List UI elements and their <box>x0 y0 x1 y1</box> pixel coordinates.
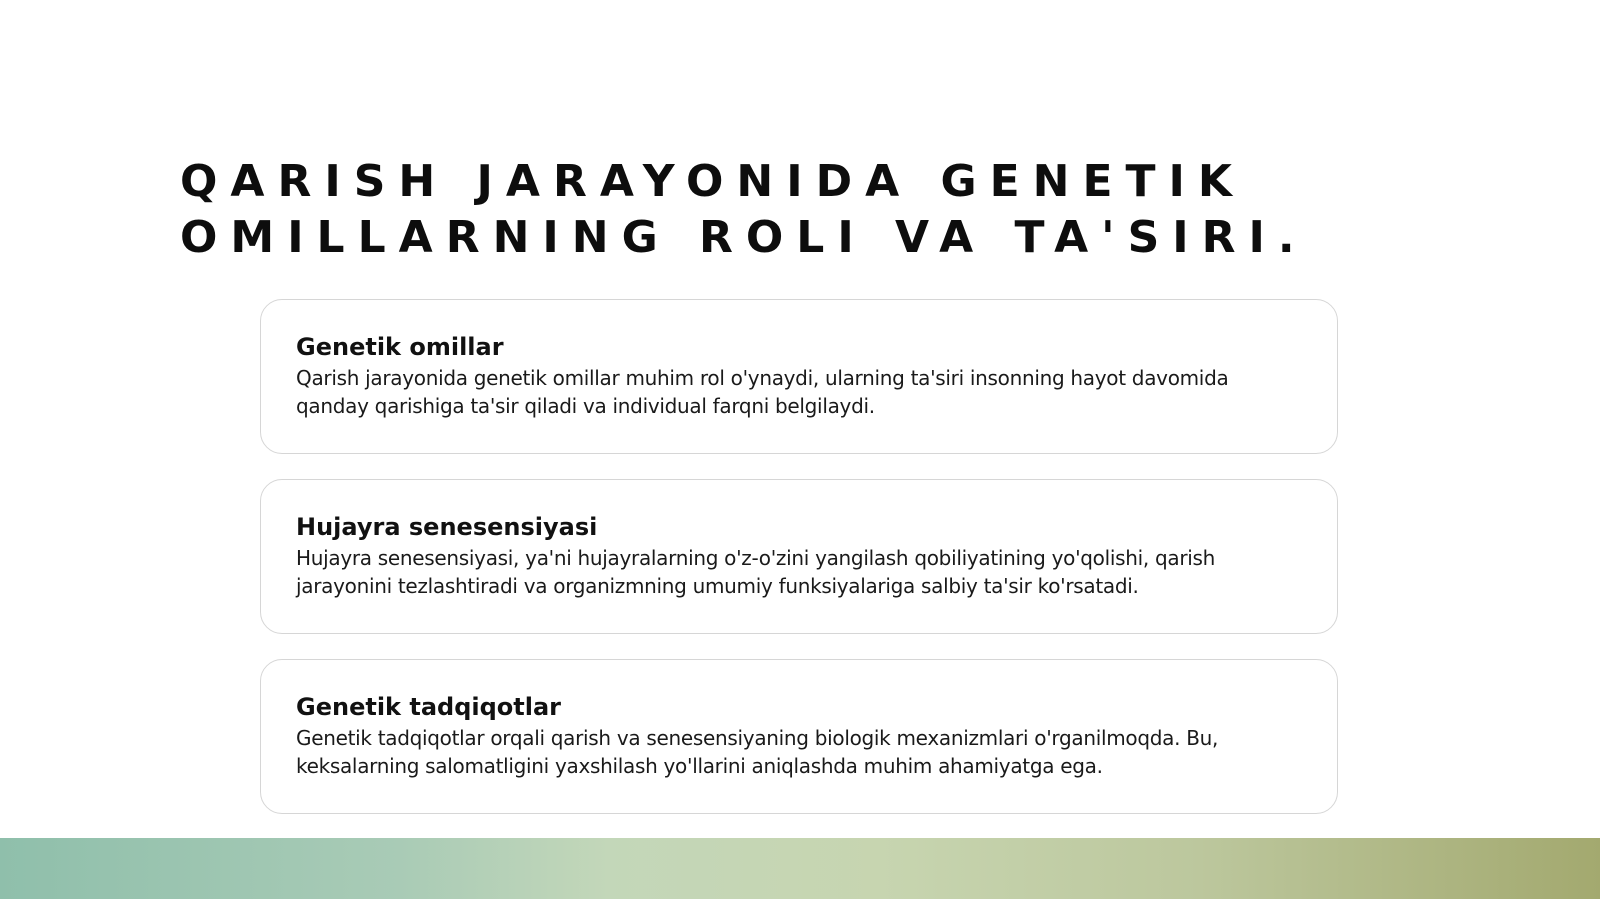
card-heading: Hujayra senesensiyasi <box>296 513 598 541</box>
card-heading: Genetik omillar <box>296 333 504 361</box>
slide-title-line-2: OMILLARNING ROLI VA TA'SIRI. <box>180 212 1308 263</box>
info-card-genetic-research <box>260 659 1338 814</box>
info-card-genetic-factors <box>260 299 1338 454</box>
slide-title <box>180 154 1480 266</box>
card-text: Hujayra senesensiyasi, ya'ni hujayralarning o'z-o'zini yangilash qobiliyatining yo'qolishi, qarish jarayonini tezlashtiradi va organizmning umumiy funksiyalariga salbiy ta'sir ko'rsatadi. <box>296 546 1216 598</box>
card-text: Genetik tadqiqotlar orqali qarish va senesensiyaning biologik mexanizmlari o'rganilmoqda. Bu, keksalarning salomatligini yaxshilash yo'llarini aniqlashda muhim ahamiyatga ega. <box>296 726 1219 778</box>
decorative-bottom-band <box>0 838 1600 899</box>
info-card-cell-senescence <box>260 479 1338 634</box>
card-text: Qarish jarayonida genetik omillar muhim rol o'ynaydi, ularning ta'siri insonning hayot davomida qanday qarishiga ta'sir qiladi va individual farqni belgilaydi. <box>296 366 1229 418</box>
card-heading: Genetik tadqiqotlar <box>296 693 562 721</box>
slide-title-line-1: QARISH JARAYONIDA GENETIK <box>180 156 1246 207</box>
